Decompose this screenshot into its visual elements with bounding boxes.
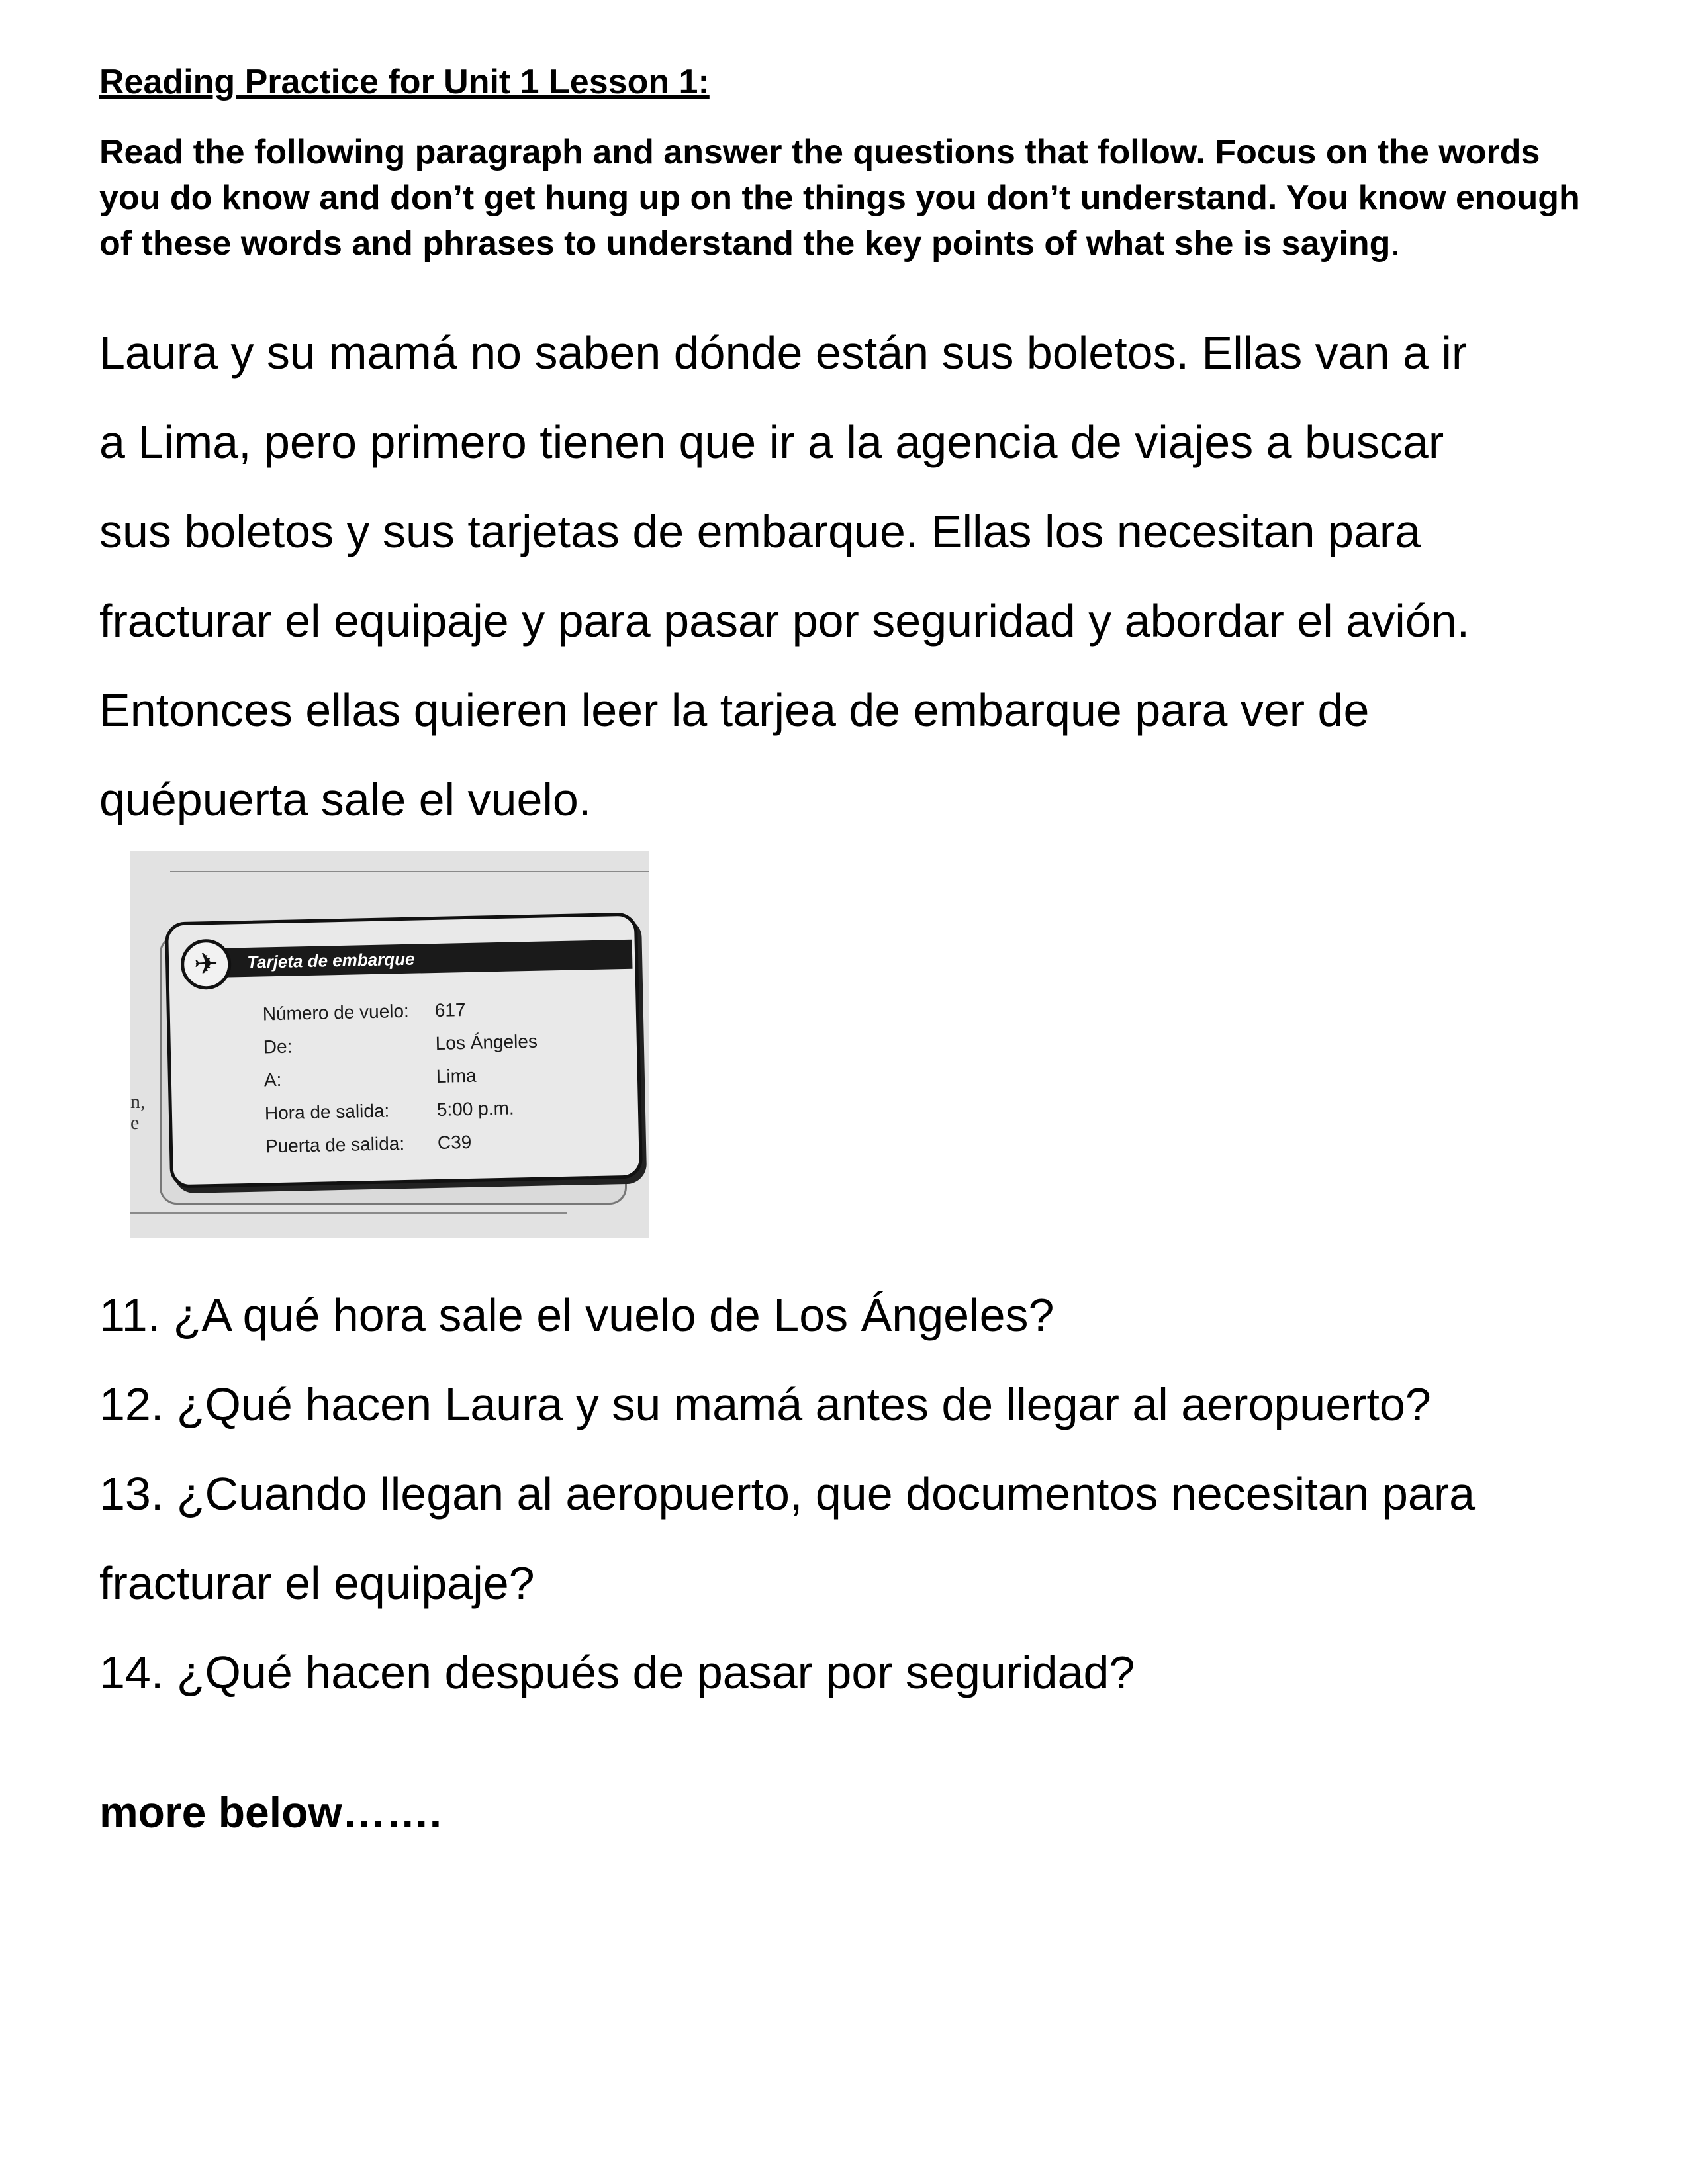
question-13: 13. ¿Cuando llegan al aeropuerto, que documentos necesitan para bbox=[99, 1468, 1476, 1520]
question-14: 14. ¿Qué hacen después de pasar por seguridad? bbox=[99, 1647, 1135, 1698]
paragraph-line: Entonces ellas quieren leer la tarjea de embarque para ver de bbox=[99, 684, 1370, 736]
instructions bbox=[99, 130, 1589, 267]
question-list bbox=[99, 1271, 1589, 1717]
paragraph-line: quépuerta sale el vuelo. bbox=[99, 774, 592, 825]
page-title: Reading Practice for Unit 1 Lesson 1: bbox=[99, 63, 710, 101]
detail-label: A: bbox=[263, 1069, 282, 1091]
question-11: 11. ¿A qué hora sale el vuelo de Los Ángeles? bbox=[99, 1289, 1055, 1341]
detail-row bbox=[265, 1123, 610, 1163]
paragraph-line: a Lima, pero primero tienen que ir a la agencia de viajes a buscar bbox=[99, 416, 1444, 468]
detail-value: C39 bbox=[437, 1131, 472, 1153]
paragraph-line: fracturar el equipaje y para pasar por seguridad y abordar el avión. bbox=[99, 595, 1470, 647]
detail-label: Hora de salida: bbox=[264, 1100, 390, 1124]
detail-value: 617 bbox=[434, 999, 466, 1021]
boarding-pass-photo bbox=[130, 851, 649, 1238]
paragraph-line: Laura y su mamá no saben dónde están sus boletos. Ellas van a ir bbox=[99, 327, 1468, 379]
detail-value: Los Ángeles bbox=[435, 1030, 538, 1054]
detail-label: De: bbox=[263, 1036, 293, 1058]
airplane-icon: ✈ bbox=[180, 938, 232, 990]
detail-value: Lima bbox=[436, 1065, 477, 1087]
reading-paragraph bbox=[99, 308, 1589, 844]
question-12: 12. ¿Qué hacen Laura y su mamá antes de llegar al aeropuerto? bbox=[99, 1379, 1431, 1430]
instructions-end: . bbox=[1390, 224, 1400, 263]
textbook-line bbox=[170, 871, 649, 872]
boarding-pass-header: Tarjeta de embarque bbox=[220, 940, 633, 978]
instructions-text: Read the following paragraph and answer the questions that follow. Focus on the words you do know and don’t get hung up on the things you don’t understand. You know enough of these words and phrases to understand the key points of what she is saying bbox=[99, 133, 1580, 263]
detail-value: 5:00 p.m. bbox=[436, 1097, 514, 1120]
more-below-note: more below……. bbox=[99, 1788, 442, 1837]
detail-label: Puerta de salida: bbox=[265, 1133, 405, 1157]
margin-mark: n, bbox=[130, 1091, 146, 1113]
boarding-pass-card bbox=[165, 913, 643, 1189]
margin-mark: e bbox=[130, 1112, 140, 1134]
question-13-continued: fracturar el equipaje? bbox=[99, 1557, 535, 1609]
boarding-pass-details bbox=[262, 991, 610, 1163]
textbook-line bbox=[130, 1212, 567, 1214]
detail-label: Número de vuelo: bbox=[262, 1000, 410, 1024]
paragraph-line: sus boletos y sus tarjetas de embarque. Ellas los necesitan para bbox=[99, 506, 1421, 557]
